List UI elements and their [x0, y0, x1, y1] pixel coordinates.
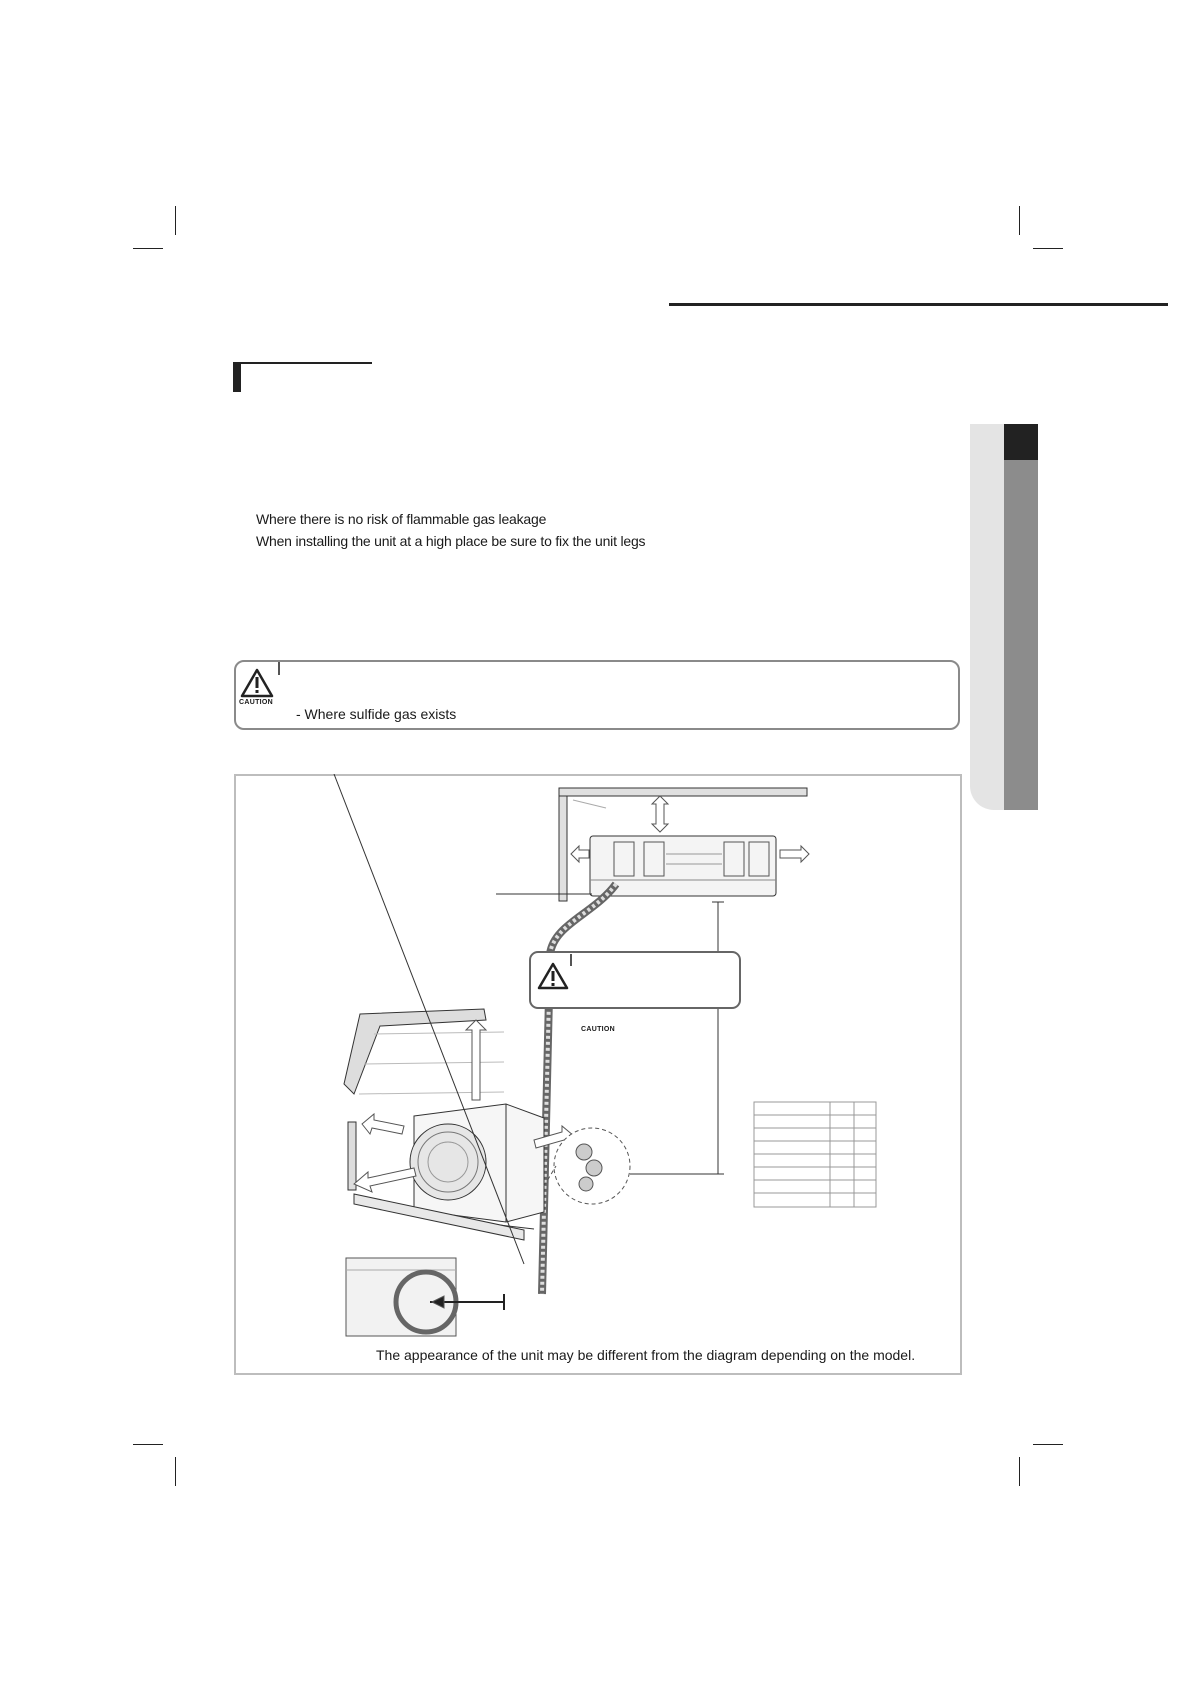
installation-diagram	[234, 774, 962, 1375]
crop-mark-tr-v	[1019, 206, 1020, 235]
height-dimension	[630, 902, 724, 1174]
crop-mark-br-v	[1019, 1457, 1020, 1486]
bullet-no-flammable-gas: Where there is no risk of flammable gas leakage	[256, 511, 547, 527]
header-rule	[669, 303, 1168, 306]
caution-divider	[278, 662, 280, 675]
section-marker	[233, 362, 241, 392]
outdoor-unit-rear	[346, 1258, 504, 1336]
crop-mark-tl-h	[133, 248, 163, 249]
crop-mark-br-h	[1033, 1444, 1063, 1445]
caution-label: CAUTION	[239, 699, 273, 706]
figure-caution-label: CAUTION	[581, 1026, 615, 1033]
crop-mark-bl-v	[175, 1457, 176, 1486]
side-tab-chapter	[1004, 460, 1038, 810]
figure-note: The appearance of the unit may be different from the diagram depending on the model.	[376, 1347, 916, 1363]
crop-mark-tl-v	[175, 206, 176, 235]
crop-mark-tr-h	[1033, 248, 1063, 249]
caution-text: - Where sulfide gas exists	[296, 706, 457, 722]
caution-triangle-icon	[240, 668, 274, 698]
bullet-fix-unit-legs: When installing the unit at a high place be sure to fix the unit legs	[256, 533, 646, 549]
crop-mark-bl-h	[133, 1444, 163, 1445]
clearance-table	[754, 1102, 876, 1207]
refrigerant-pipe	[542, 884, 616, 1294]
side-tab-marker	[1004, 424, 1038, 460]
section-heading-rule	[241, 362, 372, 364]
